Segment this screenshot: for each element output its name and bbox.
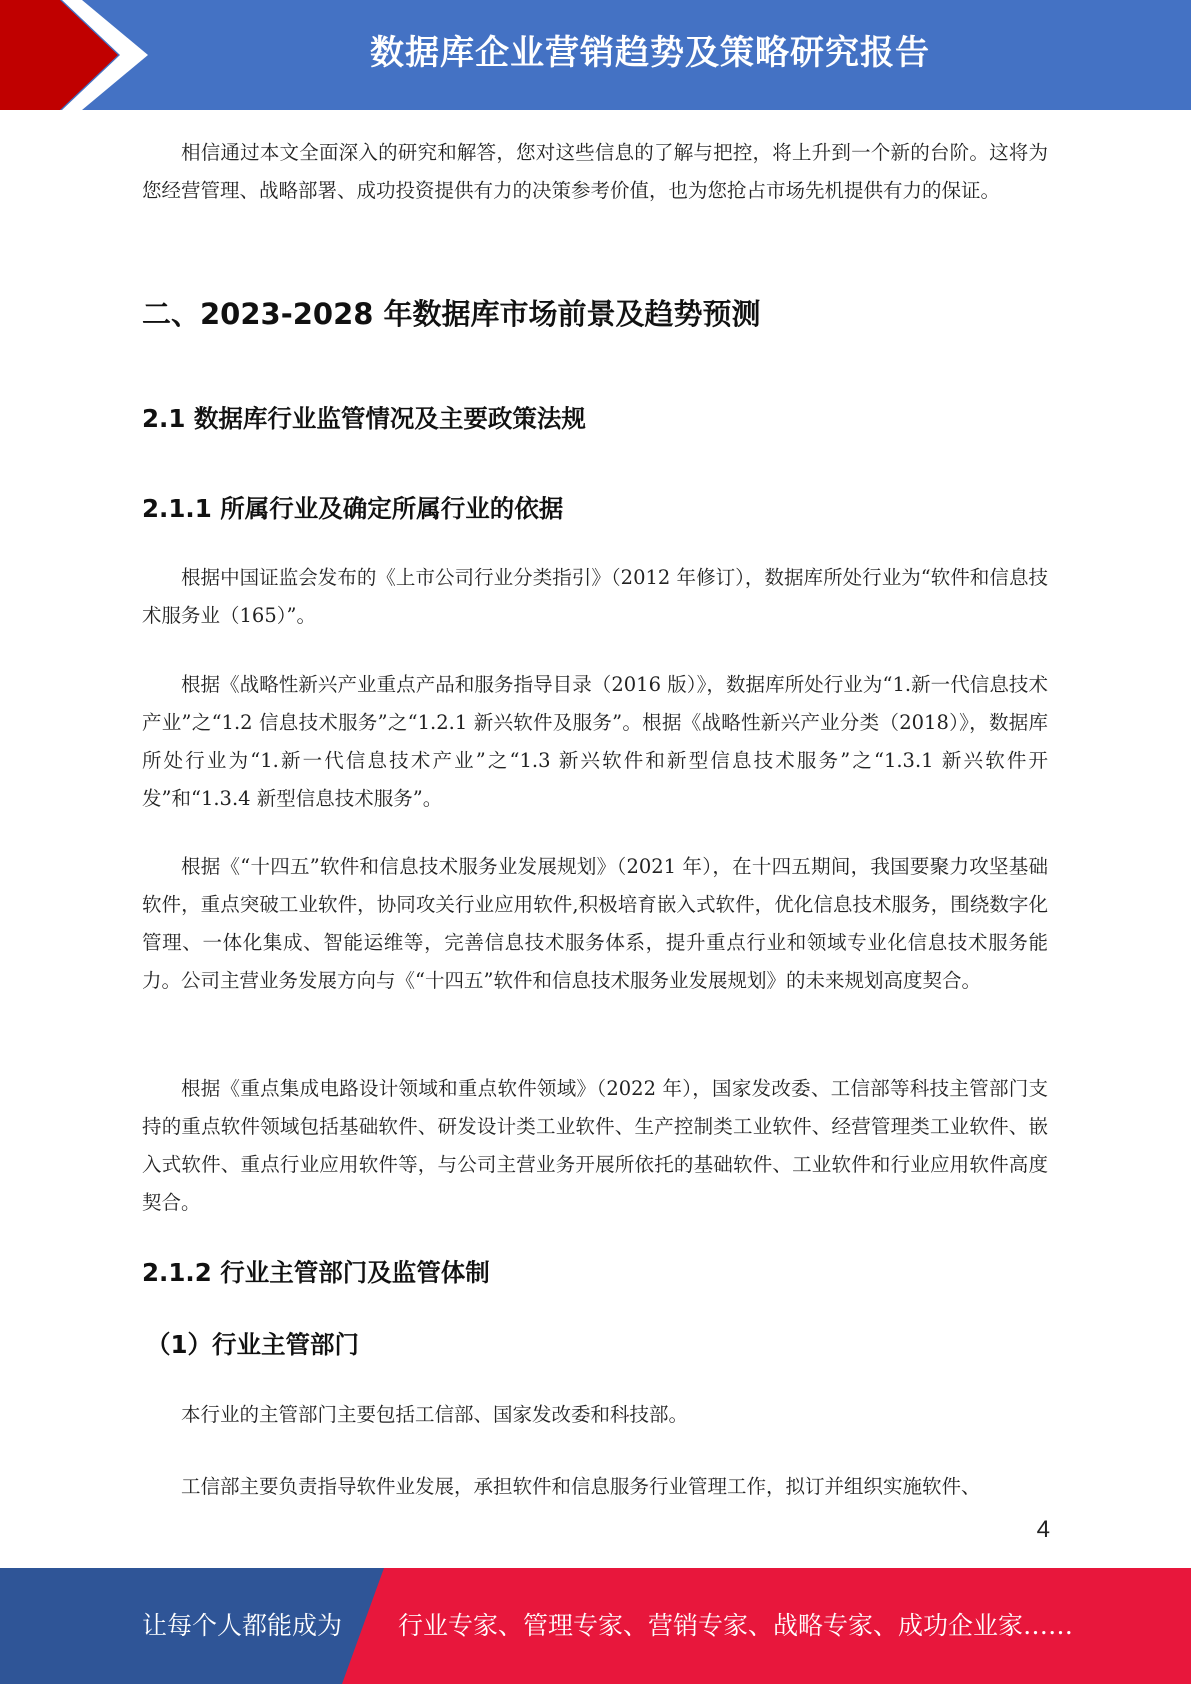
footer-slogan-right: 行业专家、管理专家、营销专家、战略专家、成功企业家…… [398,1611,1074,1640]
page-footer [0,1568,1191,1684]
paragraph-6: 工信部主要负责指导软件业发展，承担软件和信息服务行业管理工作，拟订并组织实施软件、 [181,1475,981,1498]
subsection-2-1-1: 2.1.1 所属行业及确定所属行业的依据 [142,494,564,523]
paragraph-3: 根据《“十四五”软件和信息技术服务业发展规划》（2021 年），在十四五期间，我国要聚力攻坚基础软件，重点突破工业软件，协同攻关行业应用软件,积极培育嵌入式软件，优化信息技术服务，围绕数字化管理、一体化集成、智能运维等，完善信息技术服务体系，提升重点行业和领域专业化信息技术服务能力。公司主营业务发展方向与《“十四五”软件和信息技术服务业发展规划》的未来规划高度契合。 [142,855,1048,992]
subsection-2-1-2: 2.1.2 行业主管部门及监管体制 [142,1258,490,1287]
paragraph-5-block [142,1396,1048,1434]
section-title: 二、2023-2028 年数据库市场前景及趋势预测 [142,297,761,331]
header-arrow-decoration [0,0,160,110]
paragraph-4-block [142,1070,1048,1222]
page-header [0,0,1191,110]
footer-slogan-left: 让每个人都能成为 [142,1611,343,1640]
subsection-2-1: 2.1 数据库行业监管情况及主要政策法规 [142,404,586,433]
paragraph-1-block [142,559,1048,635]
paragraph-3-block [142,848,1048,1000]
intro-paragraph: 相信通过本文全面深入的研究和解答，您对这些信息的了解与把控，将上升到一个新的台阶。这将为您经营管理、战略部署、成功投资提供有力的决策参考价值，也为您抢占市场先机提供有力的保证。 [142,141,1048,202]
paragraph-6-block [142,1468,1048,1506]
report-title: 数据库企业营销趋势及策略研究报告 [370,33,930,73]
page-number: 4 [1036,1516,1050,1543]
intro-block [142,134,1048,210]
paragraph-2: 根据《战略性新兴产业重点产品和服务指导目录（2016 版）》，数据库所处行业为“1.新一代信息技术产业”之“1.2 信息技术服务”之“1.2.1 新兴软件及服务”。根据《战略性新兴产业分类（2018）》，数据库所处行业为“1.新一代信息技术产业”之“1.3 新兴软件和新型信息技术服务”之“1.3.1 新兴软件开发”和“1.3.4 新型信息技术服务”。 [142,673,1048,810]
paragraph-5: 本行业的主管部门主要包括工信部、国家发改委和科技部。 [181,1403,689,1426]
subsection-1-department: （1）行业主管部门 [146,1330,360,1359]
paragraph-2-block [142,666,1048,818]
paragraph-4: 根据《重点集成电路设计领域和重点软件领域》（2022 年），国家发改委、工信部等科技主管部门支持的重点软件领域包括基础软件、研发设计类工业软件、生产控制类工业软件、经营管理类工业软件、嵌入式软件、重点行业应用软件等，与公司主营业务开展所依托的基础软件、工业软件和行业应用软件高度契合。 [142,1077,1048,1214]
paragraph-1: 根据中国证监会发布的《上市公司行业分类指引》（2012 年修订），数据库所处行业为“软件和信息技术服务业（165）”。 [142,566,1048,627]
